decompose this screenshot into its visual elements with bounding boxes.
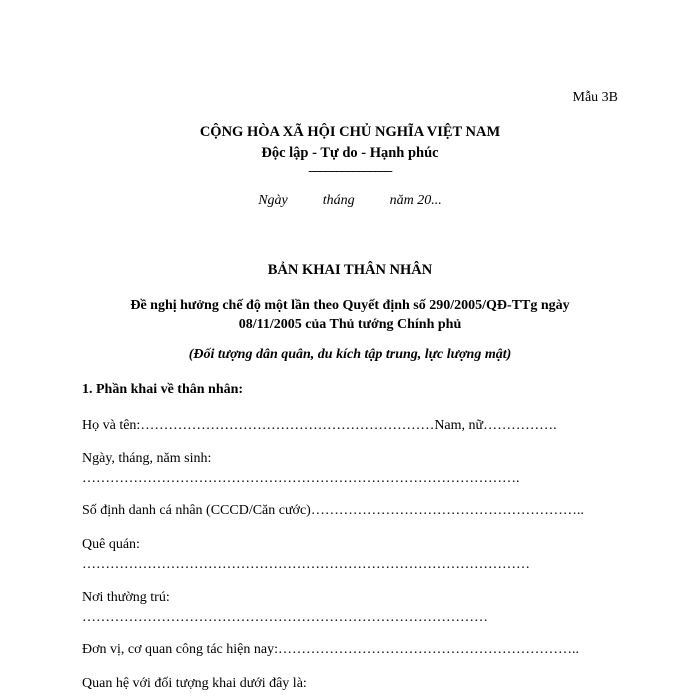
form-code: Mẫu 3B	[572, 90, 618, 105]
residence-field: ……………………………………………………………………………	[82, 610, 488, 625]
date-year: năm 20...	[389, 193, 442, 208]
date-day: Ngày	[258, 193, 288, 208]
document-subtitle	[0, 296, 700, 334]
dob-label: Ngày, tháng, năm sinh:	[82, 451, 212, 466]
date-month: tháng	[322, 193, 355, 208]
nation-title: CỘNG HÒA XÃ HỘI CHỦ NGHĨA VIỆT NAM	[199, 124, 501, 140]
hometown-field: ……………………………………………………………………………………	[82, 557, 530, 572]
hometown-label: Quê quán:	[82, 537, 140, 552]
relationship-label: Quan hệ với đối tượng khai dưới đây là:	[82, 676, 307, 691]
section-1-heading: 1. Phần khai về thân nhân:	[82, 382, 244, 397]
workplace-field: Đơn vị, cơ quan công tác hiện nay:………………………………………………………..	[82, 642, 579, 657]
subtitle-line-2: 08/11/2005 của Thủ tướng Chính phủ	[238, 317, 462, 332]
subtitle-line-1: Đề nghị hưởng chế độ một lần theo Quyết định số 290/2005/QĐ-TTg ngày	[130, 298, 570, 313]
target-group: (Đối tượng dân quân, du kích tập trung, lực lượng mật)	[188, 347, 512, 362]
motto-underline: _______________	[308, 158, 392, 173]
document-title: BẢN KHAI THÂN NHÂN	[267, 262, 433, 278]
dob-field: ………………………………………………………………………………….	[82, 471, 520, 486]
date-line	[0, 193, 700, 209]
name-gender-field: Họ và tên:………………………………………………………Nam, nữ…………….	[82, 418, 557, 433]
residence-label: Nơi thường trú:	[82, 590, 170, 605]
personal-id-field: Số định danh cá nhân (CCCD/Căn cước)…………………………………………………..	[82, 503, 584, 518]
national-motto: Độc lập - Tự do - Hạnh phúc	[261, 145, 439, 161]
